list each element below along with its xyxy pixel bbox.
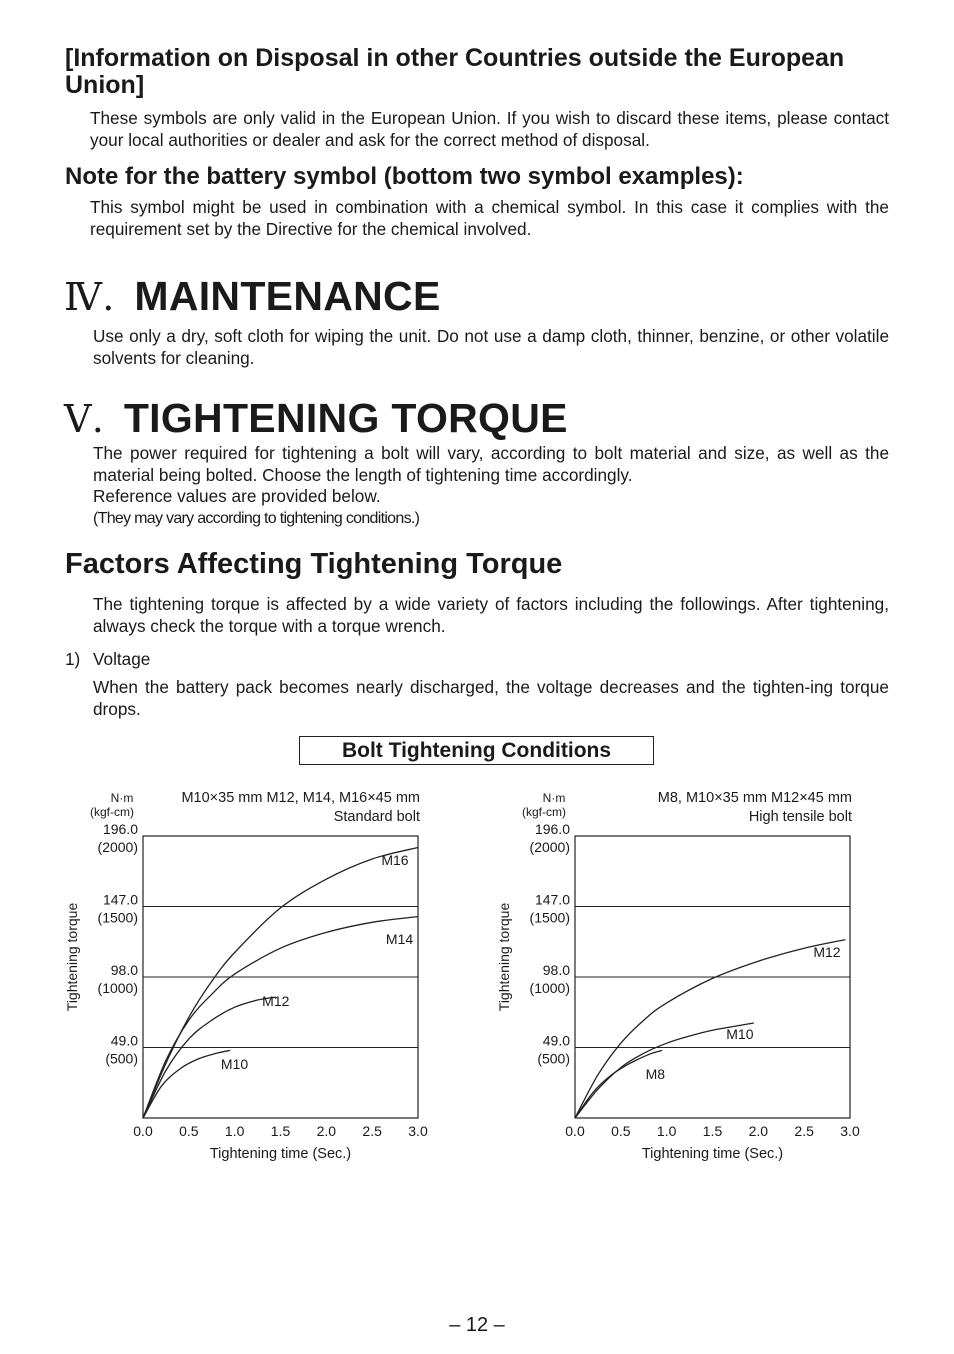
y-tick-sub-0: (500)	[537, 1050, 570, 1067]
torque-reference-note: Reference values are provided below.	[93, 486, 381, 506]
series-line-m14	[143, 917, 418, 1118]
factors-item-number: 1)	[65, 649, 81, 669]
torque-body-para: The power required for tightening a bolt will vary, according to bolt material and size, as well as the material being bolted. Choose the length of tightening time accordingly.	[93, 443, 889, 485]
maintenance-numeral: Ⅳ.	[64, 275, 115, 319]
y-tick-label-3: 196.0	[534, 821, 570, 837]
x-tick-label-6: 3.0	[840, 1123, 860, 1139]
x-axis-label: Tightening time (Sec.)	[641, 1146, 784, 1162]
x-tick-label-0: 0.0	[133, 1123, 153, 1139]
y-tick-sub-0: (500)	[105, 1050, 138, 1067]
y-tick-sub-3: (2000)	[529, 839, 570, 855]
y-tick-sub-2: (1500)	[97, 909, 138, 926]
x-tick-label-4: 2.0	[316, 1123, 337, 1139]
chart-title: M8, M10×35 mm M12×45 mm	[657, 790, 852, 806]
y-axis-label: Tightening torque	[496, 902, 512, 1012]
unit-bottom: (kgf-cm)	[522, 805, 566, 819]
x-tick-label-0: 0.0	[565, 1123, 585, 1139]
factors-heading: Factors Affecting Tightening Torque	[65, 548, 563, 580]
x-tick-label-3: 1.5	[270, 1123, 291, 1139]
torque-body	[93, 443, 889, 529]
factors-body: The tightening torque is affected by a wide variety of factors including the followings. After tightening, always check the torque with a torque wrench.	[93, 594, 889, 636]
battery-note-heading: Note for the battery symbol (bottom two symbol examples):	[65, 163, 744, 190]
disposal-heading-line2: Union]	[65, 71, 145, 99]
series-line-m8	[575, 1050, 662, 1118]
x-tick-label-1: 0.5	[179, 1123, 199, 1139]
series-label-m16: M16	[381, 851, 409, 868]
factors-item-label: Voltage	[93, 649, 151, 669]
torque-variation-note: (They may vary according to tightening conditions.)	[93, 509, 420, 527]
x-tick-label-1: 0.5	[611, 1123, 631, 1139]
battery-note-body: This symbol might be used in combination with a chemical symbol. In this case it complies with the requirement set by the Directive for the chemical involved.	[90, 197, 889, 239]
y-tick-label-0: 49.0	[542, 1032, 570, 1049]
series-label-m12: M12	[813, 943, 841, 960]
unit-bottom: (kgf-cm)	[90, 805, 134, 819]
series-label-m10: M10	[726, 1025, 754, 1042]
x-tick-label-2: 1.0	[224, 1123, 245, 1139]
y-tick-label-0: 49.0	[110, 1032, 138, 1049]
series-line-m12	[143, 997, 276, 1118]
x-tick-label-4: 2.0	[748, 1123, 769, 1139]
chart-subtitle: High tensile bolt	[748, 809, 852, 825]
y-tick-label-3: 196.0	[102, 821, 138, 837]
x-tick-label-5: 2.5	[794, 1123, 814, 1139]
series-label-m12: M12	[262, 992, 290, 1009]
unit-top: N·m	[110, 791, 134, 805]
y-tick-label-1: 98.0	[542, 962, 570, 978]
factors-item-body: When the battery pack becomes nearly discharged, the voltage decreases and the tighten-ing torque drops.	[93, 677, 889, 719]
chart-title: M10×35 mm M12, M14, M16×45 mm	[181, 790, 420, 806]
torque-numeral: Ⅴ.	[64, 397, 105, 441]
y-tick-sub-2: (1500)	[529, 909, 570, 926]
x-axis-label: Tightening time (Sec.)	[209, 1146, 352, 1162]
series-label-m10: M10	[220, 1056, 249, 1073]
standard-bolt-chart	[60, 785, 440, 1170]
y-tick-sub-1: (1000)	[97, 980, 138, 996]
page-number: – 12 –	[449, 1314, 505, 1336]
x-tick-label-3: 1.5	[702, 1123, 723, 1139]
chart-subtitle: Standard bolt	[333, 809, 420, 825]
disposal-heading-line1: [Information on Disposal in other Countries outside the European	[65, 44, 845, 72]
bolt-conditions-box: Bolt Tightening Conditions	[299, 736, 654, 765]
y-tick-label-2: 147.0	[534, 891, 570, 908]
unit-top: N·m	[542, 791, 566, 805]
x-tick-label-6: 3.0	[408, 1123, 428, 1139]
disposal-body: These symbols are only valid in the European Union. If you wish to discard these items, please contact your local authorities or dealer and ask for the correct method of disposal.	[90, 108, 889, 150]
torque-title: TIGHTENING TORQUE	[123, 395, 568, 441]
y-tick-label-1: 98.0	[110, 962, 138, 978]
y-tick-sub-3: (2000)	[97, 839, 138, 855]
torque-heading	[64, 396, 904, 441]
series-line-m12	[575, 940, 845, 1118]
y-tick-sub-1: (1000)	[529, 980, 570, 996]
maintenance-title: MAINTENANCE	[134, 273, 441, 319]
series-label-m8: M8	[645, 1066, 666, 1083]
series-label-m14: M14	[385, 930, 414, 947]
y-axis-label: Tightening torque	[64, 902, 80, 1012]
series-line-m16	[143, 848, 418, 1119]
x-tick-label-5: 2.5	[362, 1123, 382, 1139]
high-tensile-bolt-chart	[492, 785, 872, 1170]
y-tick-label-2: 147.0	[102, 891, 138, 908]
maintenance-heading	[64, 274, 904, 319]
x-tick-label-2: 1.0	[656, 1123, 677, 1139]
disposal-heading	[65, 46, 895, 98]
maintenance-body: Use only a dry, soft cloth for wiping the unit. Do not use a damp cloth, thinner, benzine, or other volatile solvents for cleaning.	[93, 326, 889, 368]
